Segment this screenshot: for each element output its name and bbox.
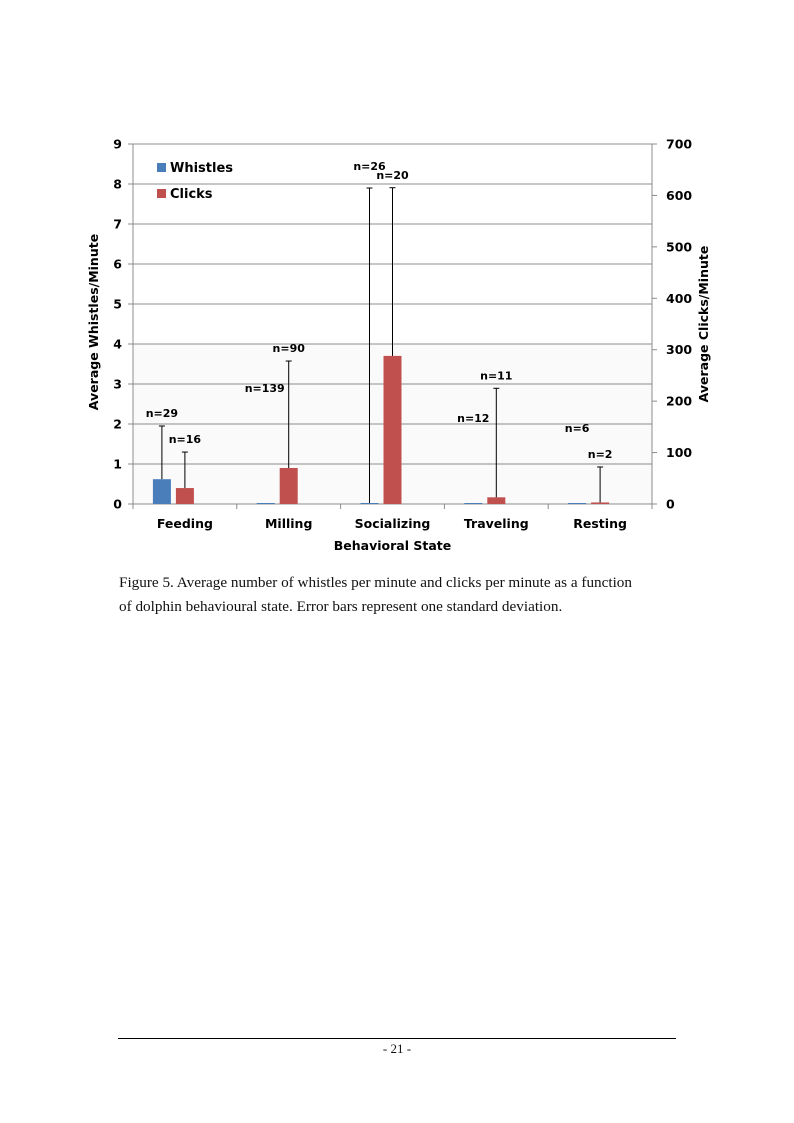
y-axis-label-left: Average Whistles/Minute [86, 233, 101, 411]
bar-clicks [591, 502, 609, 504]
y-tick-label-left: 0 [113, 496, 122, 512]
y-tick-label-right: 500 [666, 239, 693, 255]
bar-whistles [568, 503, 586, 504]
y-tick-label-right: 0 [666, 496, 675, 512]
page-number: - 21 - [382, 1041, 412, 1056]
sample-size-label: n=139 [244, 382, 285, 395]
y-tick-label-left: 8 [113, 176, 122, 192]
legend-swatch-clicks [157, 189, 166, 198]
figure-caption [119, 571, 679, 619]
sample-size-label: n=90 [272, 342, 305, 356]
y-tick-label-left: 9 [113, 136, 122, 152]
bar-whistles [153, 479, 171, 504]
sample-size-label: n=11 [480, 369, 513, 383]
bar-whistles [361, 503, 379, 504]
category-label: Socializing [354, 516, 431, 531]
y-tick-label-left: 1 [113, 456, 122, 472]
y-tick-label-right: 200 [666, 393, 693, 409]
y-tick-label-right: 600 [666, 187, 693, 203]
legend-label-clicks: Clicks [170, 187, 213, 202]
y-tick-label-right: 700 [666, 136, 693, 152]
sample-size-label: n=20 [376, 169, 409, 182]
legend-swatch-whistles [157, 163, 166, 172]
bar-clicks [487, 497, 505, 504]
caption-line-2: of dolphin behavioural state. Error bars represent one standard deviation. [119, 598, 563, 615]
y-tick-label-left: 5 [113, 296, 122, 312]
sample-size-label: n=16 [168, 433, 202, 447]
y-tick-label-left: 7 [113, 216, 122, 232]
y-tick-label-left: 3 [113, 376, 122, 392]
y-axis-label-right: Average Clicks/Minute [696, 245, 711, 403]
y-tick-label-right: 300 [666, 342, 693, 358]
category-label: Resting [573, 516, 627, 531]
bar-whistles [464, 503, 482, 504]
x-axis-label: Behavioral State [333, 538, 452, 553]
y-tick-label-left: 6 [113, 256, 122, 272]
caption-line-1: Figure 5. Average number of whistles per minute and clicks per minute as a function [119, 574, 632, 591]
sample-size-label: n=6 [564, 422, 590, 435]
footer-divider [118, 1038, 676, 1039]
sample-size-label: n=26 [353, 160, 386, 173]
y-tick-label-right: 400 [666, 290, 693, 306]
bar-whistles [257, 503, 275, 504]
legend [157, 161, 233, 202]
y-tick-label-right: 100 [666, 445, 693, 461]
sample-size-label: n=29 [145, 407, 179, 420]
category-label: Traveling [463, 516, 529, 531]
category-labels [157, 516, 627, 531]
y-tick-label-left: 2 [113, 416, 122, 432]
sample-size-label: n=12 [457, 412, 490, 425]
bar-clicks [176, 488, 194, 504]
bar-clicks [280, 468, 298, 504]
bar-clicks [384, 356, 402, 504]
category-label: Milling [264, 516, 313, 531]
y-tick-label-left: 4 [113, 336, 122, 352]
category-label: Feeding [156, 516, 213, 531]
sample-size-label: n=2 [587, 447, 613, 461]
legend-label-whistles: Whistles [170, 161, 234, 176]
